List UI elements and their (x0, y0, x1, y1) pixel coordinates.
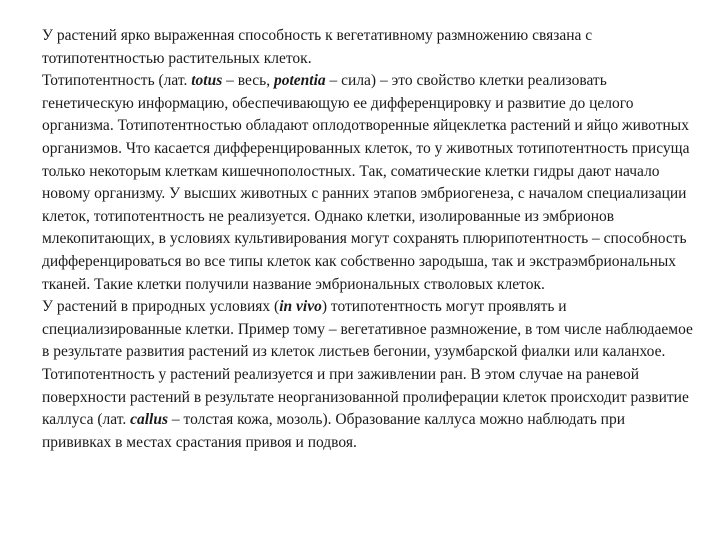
latin-term-totus: totus (191, 72, 223, 90)
paragraph-3-text: У растений в природных условиях ( (42, 298, 280, 316)
paragraph-3-text: ) тотипотентность могут проявлять и специализированные клетки. Пример тому – вегетативное размножение, в том числе наблюдаемое в результате развития растений из клеток листьев бегонии, узумбарской фиалки или каланхое. Тотипотентность у растений реализуется и при заживлении ран. В этом случае на раневой поверхности растений в результате неорганизованной пролиферации клеток происходит развитие каллуса (лат. (42, 298, 693, 429)
paragraph-plant-totipotency (42, 296, 694, 454)
paragraph-totipotency-definition (42, 70, 694, 296)
paragraph-2-text: – сила) – это свойство клетки реализовать генетическую информацию, обеспечивающую ее дифференцировку и развитие до целого организма. Тотипотентностью обладают оплодотворенные яйцеклетка растений и яйцо животных организмов. Что касается дифференцированных клеток, то у животных тотипотентность присуща только некоторым клеткам кишечнополостных. Так, соматические клетки гидры дают начало новому организму. У высших животных с ранних этапов эмбриогенеза, с началом специализации клеток, тотипотентность не реализуется. Однако клетки, изолированные из эмбрионов млекопитающих, в условиях культивирования могут сохранять плюрипотентность – способность дифференцироваться во все типы клеток как собственно зародыша, так и экстраэмбриональных тканей. Такие клетки получили название эмбриональных стволовых клеток. (42, 72, 690, 293)
paragraph-3-text: – толстая кожа, мозоль). Образование каллуса можно наблюдать при прививках в местах срастания привоя и подвоя. (42, 411, 625, 451)
paragraph-2-text: Тотипотентность (лат. (42, 72, 192, 90)
paragraph-vegetative-reproduction: У растений ярко выраженная способность к вегетативному размножению связана с тотипотентностью растительных клеток. (42, 27, 593, 67)
latin-term-potentia: potentia (273, 72, 326, 90)
paragraph-2-text: – весь, (222, 72, 274, 90)
latin-term-in-vivo: in vivo (279, 298, 322, 316)
document-text (42, 25, 694, 454)
latin-term-callus: callus (130, 411, 168, 429)
